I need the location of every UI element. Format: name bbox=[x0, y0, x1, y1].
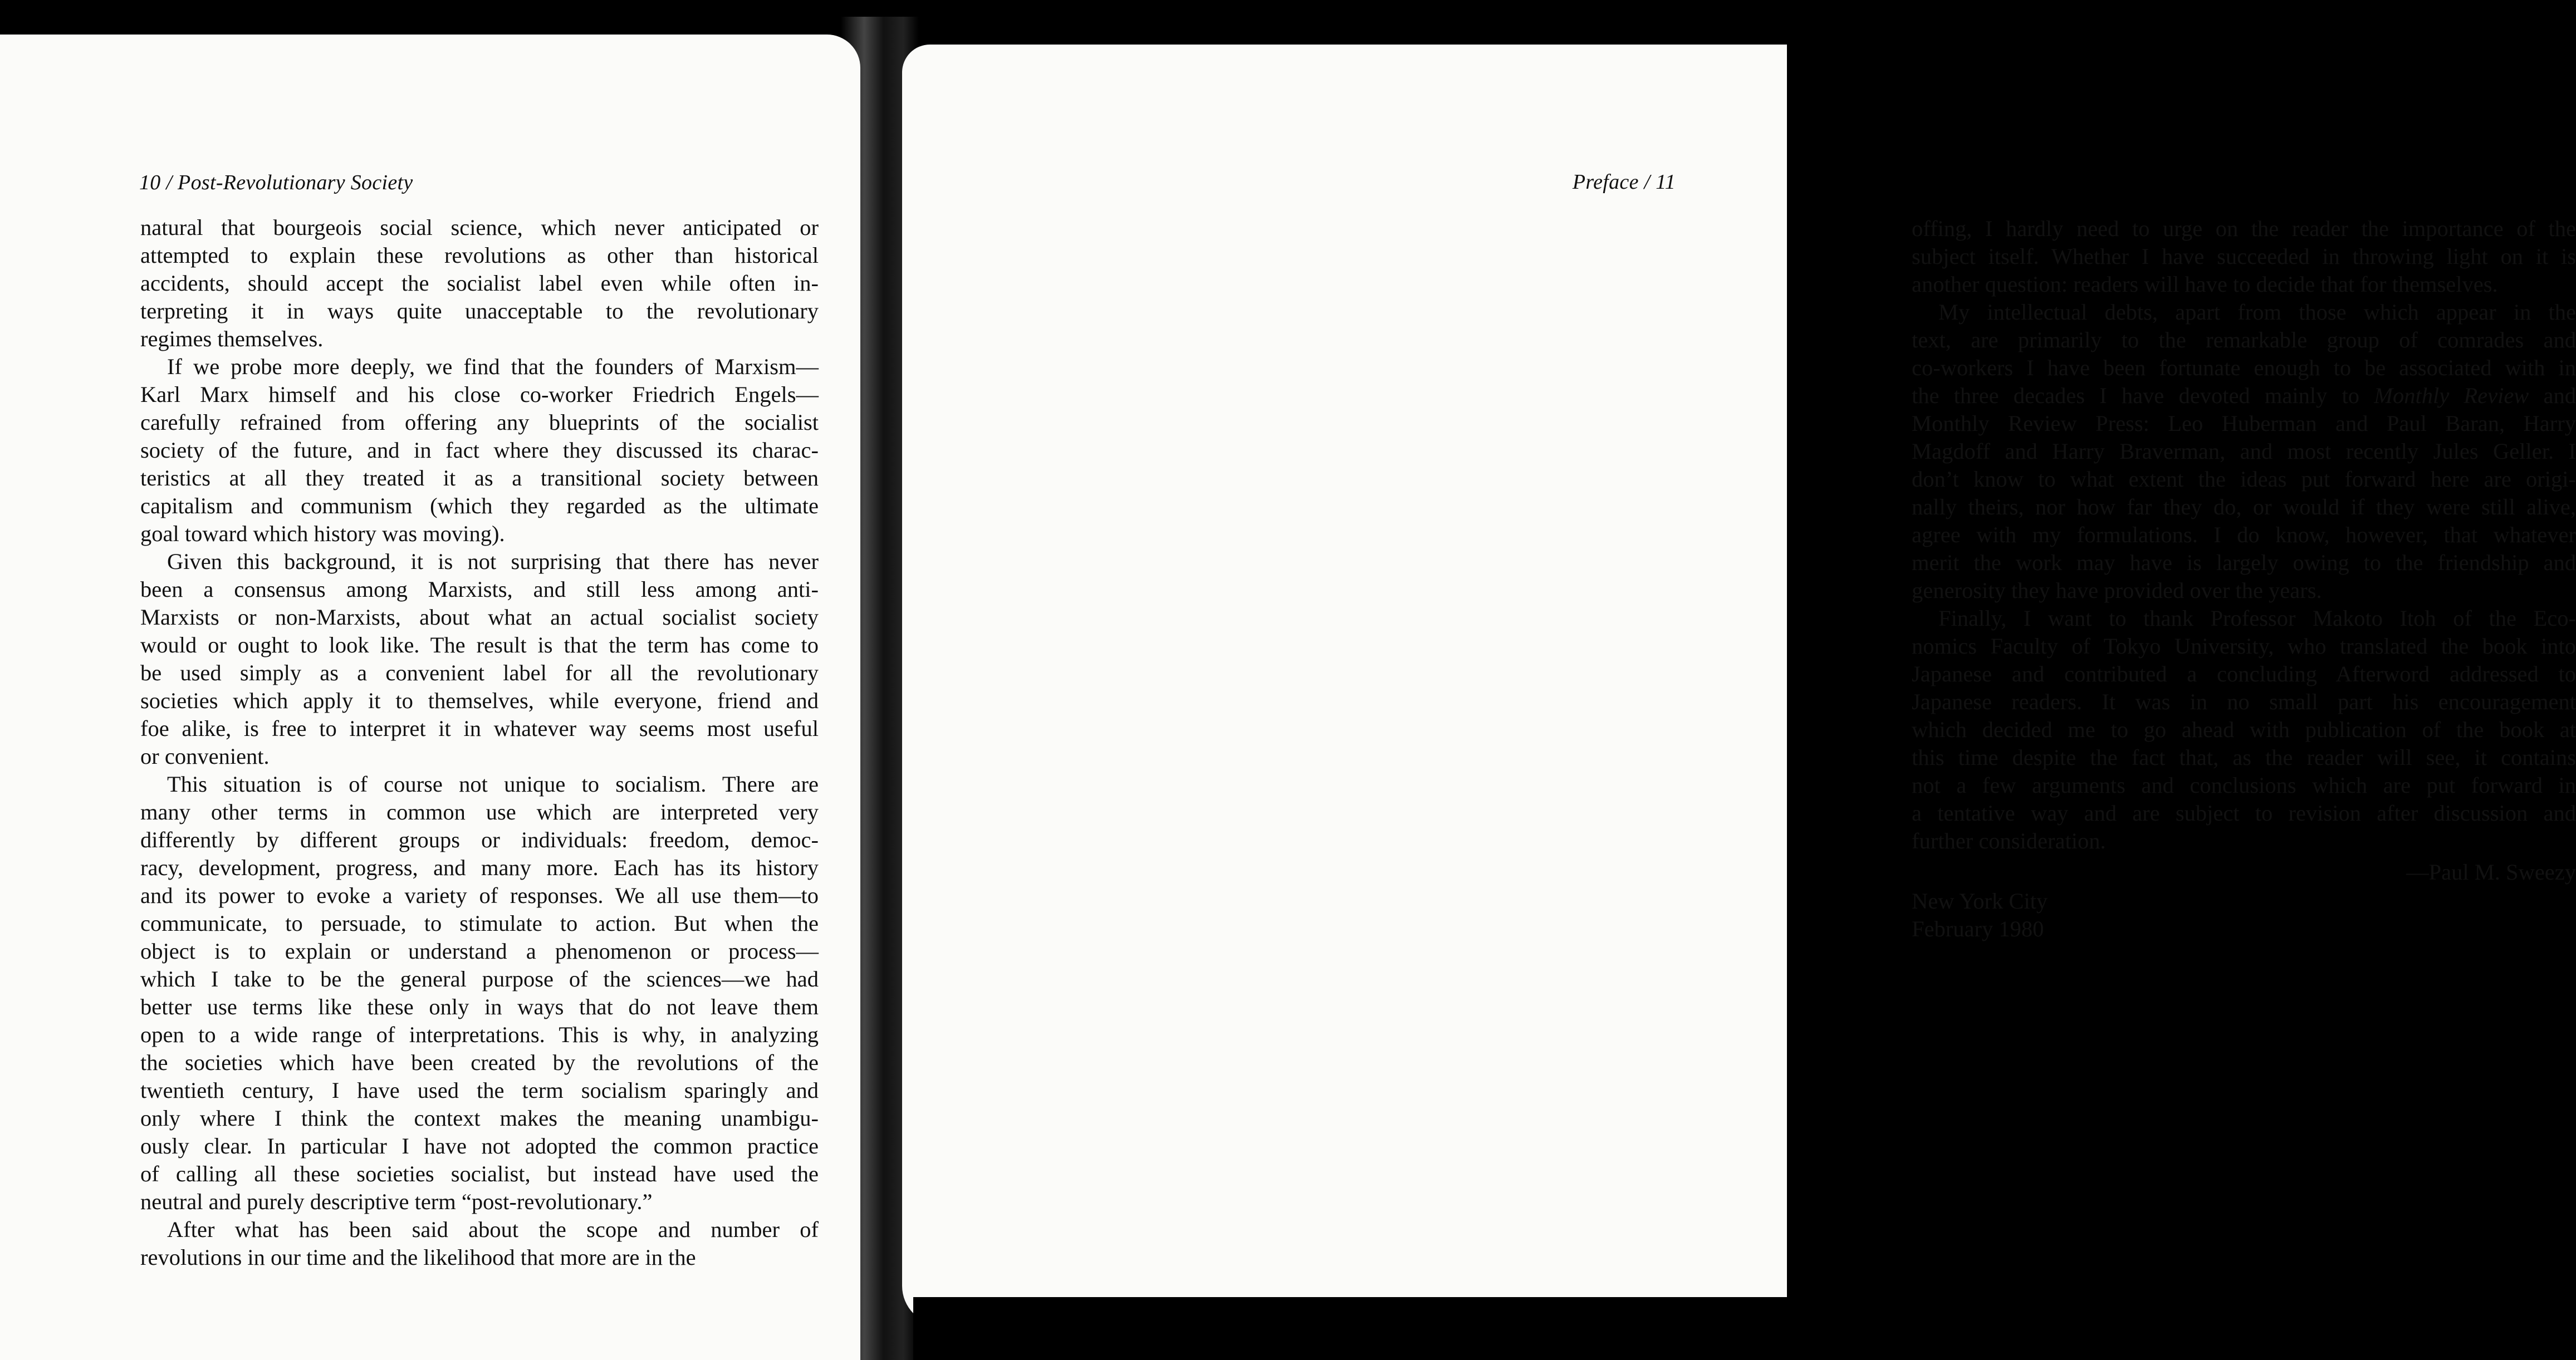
text-line: don’t know to what extent the ideas put forward here are origi- bbox=[1912, 467, 2576, 492]
text-line: regimes themselves. bbox=[140, 326, 324, 351]
text-line: foe alike, is free to interpret it in whatever way seems most useful bbox=[140, 716, 819, 741]
text-line: Marxists or non-Marxists, about what an actual socialist society bbox=[140, 605, 819, 630]
text-line: the three decades I have devoted mainly to Monthly Review and bbox=[1912, 383, 2576, 408]
text-line: teristics at all they treated it as a transitional society between bbox=[140, 465, 819, 490]
left-running-head: 10 / Post-Revolutionary Society bbox=[139, 171, 413, 194]
text-line: ously clear. In particular I have not adopted the common practice bbox=[140, 1133, 819, 1158]
text-line: generosity they have provided over the years. bbox=[1912, 578, 2322, 603]
signature: —Paul M. Sweezy bbox=[2406, 860, 2576, 885]
paragraph bbox=[140, 770, 819, 1216]
text-line: goal toward which history was moving). bbox=[140, 521, 505, 546]
text-line: only where I think the context makes the meaning unambigu- bbox=[140, 1106, 819, 1131]
text-line: this time despite the fact that, as the reader will see, it contains bbox=[1912, 745, 2576, 770]
right-running-head: Preface / 11 bbox=[1572, 170, 1676, 194]
text-line: a tentative way and are subject to revision after discussion and bbox=[1912, 801, 2576, 826]
text-line: Given this background, it is not surprising that there has never bbox=[167, 549, 819, 574]
date-line: February 1980 bbox=[1912, 916, 2044, 941]
text-line: many other terms in common use which are interpreted very bbox=[140, 799, 819, 824]
text-line: Monthly Review Press: Leo Huberman and Paul Baran, Harry bbox=[1912, 411, 2576, 436]
text-line: open to a wide range of interpretations. This is why, in analyzing bbox=[140, 1022, 819, 1047]
text-line: subject itself. Whether I have succeeded in throwing light on it is bbox=[1912, 244, 2576, 269]
text-line: been a consensus among Marxists, and still less among anti- bbox=[140, 577, 819, 602]
text-line: merit the work may have is largely owing to the friendship and bbox=[1912, 550, 2576, 575]
text-line: differently by different groups or individuals: freedom, democ- bbox=[140, 827, 819, 852]
text-line: twentieth century, I have used the term socialism sparingly and bbox=[140, 1078, 819, 1103]
text-line: revolutions in our time and the likelihood that more are in the bbox=[140, 1245, 696, 1270]
right-page bbox=[902, 45, 2576, 1325]
text-line: Japanese readers. It was in no small part his encouragement bbox=[1912, 689, 2576, 714]
left-page bbox=[0, 35, 860, 1360]
text-line: of calling all these societies socialist, but instead have used the bbox=[140, 1161, 819, 1186]
journal-title: Monthly Review bbox=[2374, 383, 2529, 408]
paragraph bbox=[140, 353, 819, 548]
text-line: neutral and purely descriptive term “post-revolutionary.” bbox=[140, 1189, 653, 1214]
text-line: better use terms like these only in ways that do not leave them bbox=[140, 994, 819, 1019]
text-line: which decided me to go ahead with publication of the book at bbox=[1912, 717, 2576, 742]
text-line: not a few arguments and conclusions which are put forward in bbox=[1912, 773, 2576, 798]
text-line: attempted to explain these revolutions as other than historical bbox=[140, 243, 819, 268]
text-line: natural that bourgeois social science, which never anticipated or bbox=[140, 215, 819, 240]
paragraph bbox=[1912, 215, 2576, 298]
bottom-shadow bbox=[913, 1297, 1787, 1360]
text-line: co-workers I have been fortunate enough to be associated with in bbox=[1912, 355, 2576, 380]
text-line: society of the future, and in fact where they discussed its charac- bbox=[140, 438, 819, 463]
text-line: carefully refrained from offering any blueprints of the socialist bbox=[140, 410, 819, 435]
text-line: racy, development, progress, and many more. Each has its history bbox=[140, 855, 819, 880]
place-line: New York City bbox=[1912, 888, 2048, 914]
text-line: accidents, should accept the socialist label even while often in- bbox=[140, 271, 819, 296]
text-line: the societies which have been created by the revolutions of the bbox=[140, 1050, 819, 1075]
text-line: Japanese and contributed a concluding Afterword addressed to bbox=[1912, 661, 2576, 686]
text-line: If we probe more deeply, we find that the founders of Marxism— bbox=[167, 354, 819, 379]
text-line: object is to explain or understand a phenomenon or process— bbox=[140, 939, 819, 964]
text-line: capitalism and communism (which they regarded as the ultimate bbox=[140, 493, 819, 518]
text-line: nomics Faculty of Tokyo University, who translated the book into bbox=[1912, 634, 2576, 659]
text-line: another question: readers will have to decide that for themselves. bbox=[1912, 272, 2498, 297]
left-body-text bbox=[140, 214, 819, 1271]
text-line: After what has been said about the scope and number of bbox=[167, 1217, 819, 1242]
right-body-text bbox=[1912, 215, 2576, 943]
paragraph bbox=[140, 214, 819, 353]
text-line: Karl Marx himself and his close co-worker Friedrich Engels— bbox=[140, 382, 819, 407]
text-line: nally theirs, nor how far they do, or would if they were still alive, bbox=[1912, 494, 2576, 519]
text-line: text, are primarily to the remarkable group of comrades and bbox=[1912, 327, 2576, 352]
text-line: agree with my formulations. I do know, however, that whatever bbox=[1912, 522, 2576, 547]
text-line: communicate, to persuade, to stimulate to action. But when the bbox=[140, 911, 819, 936]
text-line: be used simply as a convenient label for all the revolutionary bbox=[140, 660, 819, 685]
right-paragraphs bbox=[1912, 215, 2576, 855]
text-line: Magdoff and Harry Braverman, and most recently Jules Geller. I bbox=[1912, 439, 2576, 464]
paragraph bbox=[1912, 605, 2576, 855]
text-line: My intellectual debts, apart from those which appear in the bbox=[1938, 300, 2576, 325]
text-line: which I take to be the general purpose of the sciences—we had bbox=[140, 966, 819, 991]
text-line: societies which apply it to themselves, while everyone, friend and bbox=[140, 688, 819, 713]
paragraph bbox=[140, 1216, 819, 1271]
text-line: would or ought to look like. The result is that the term has come to bbox=[140, 632, 819, 657]
text-line: offing, I hardly need to urge on the reader the importance of the bbox=[1912, 216, 2576, 241]
paragraph bbox=[140, 548, 819, 770]
text-line: or convenient. bbox=[140, 744, 270, 769]
text-line: further consideration. bbox=[1912, 828, 2106, 853]
text-line: and its power to evoke a variety of responses. We all use them—to bbox=[140, 883, 819, 908]
text-line: Finally, I want to thank Professor Makoto Itoh of the Eco- bbox=[1938, 606, 2576, 631]
text-line: terpreting it in ways quite unacceptable to the revolutionary bbox=[140, 298, 819, 323]
text-line: This situation is of course not unique to socialism. There are bbox=[167, 772, 819, 797]
paragraph bbox=[1912, 298, 2576, 605]
